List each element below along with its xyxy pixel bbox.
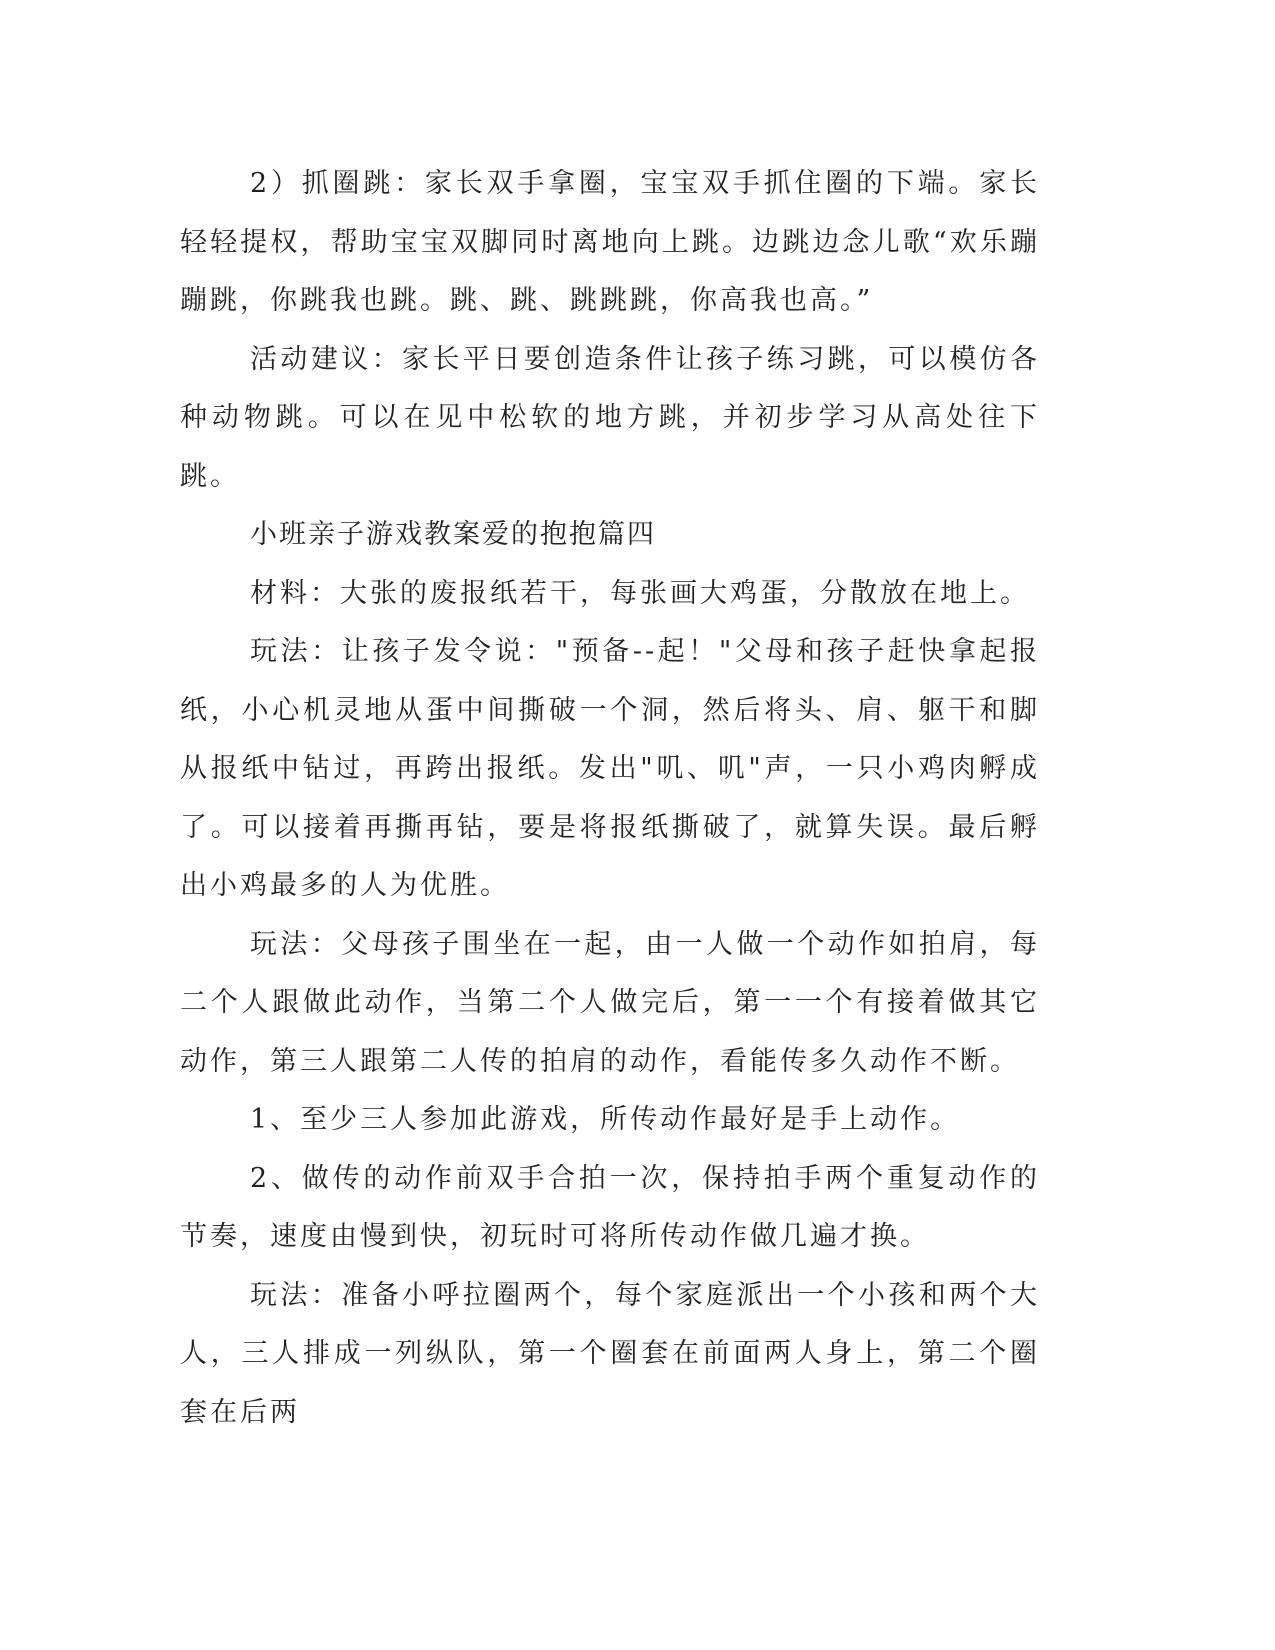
paragraph-gameplay-newspaper: 玩法：让孩子发令说："预备--起！"父母和孩子赶快拿起报纸，小心机灵地从蛋中间撕破一个洞，然后将头、肩、躯干和脚从报纸中钻过，再跨出报纸。发出"叽、叽"声，一只小鸡肉孵成了。可以接着再撕再钻，要是将报纸撕破了，就算失误。最后孵出小鸡最多的人为优胜。	[180, 636, 1040, 901]
section-heading: 小班亲子游戏教案爱的抱抱篇四	[250, 519, 656, 550]
paragraph-gameplay-hula-hoop: 玩法：准备小呼拉圈两个，每个家庭派出一个小孩和两个大人，三人排成一列纵队，第一个圈套在前面两人身上，第二个圈套在后两	[180, 1279, 1040, 1428]
paragraph-activity-suggestion: 活动建议：家长平日要创造条件让孩子练习跳，可以模仿各种动物跳。可以在见中松软的地方跳，并初步学习从高处往下跳。	[180, 343, 1040, 492]
paragraph-hoop-jump: 2）抓圈跳：家长双手拿圈，宝宝双手抓住圈的下端。家长轻轻提权，帮助宝宝双脚同时离地向上跳。边跳边念儿歌“欢乐蹦蹦跳，你跳我也跳。跳、跳、跳跳跳，你高我也高。”	[180, 168, 1040, 316]
paragraph-rule-2: 2、做传的动作前双手合拍一次，保持拍手两个重复动作的节奏，速度由慢到快，初玩时可将所传动作做几遍才换。	[180, 1162, 1040, 1252]
paragraph-materials: 材料：大张的废报纸若干，每张画大鸡蛋，分散放在地上。	[250, 577, 1030, 609]
paragraph-gameplay-pass-action: 玩法：父母孩子围坐在一起，由一人做一个动作如拍肩，每二个人跟做此动作，当第二个人做完后，第一一个有接着做其它动作，第三人跟第二人传的拍肩的动作，看能传多久动作不断。	[180, 928, 1040, 1077]
document-body	[180, 155, 1040, 1442]
paragraph-rule-1: 1、至少三人参加此游戏，所传动作最好是手上动作。	[250, 1104, 961, 1135]
